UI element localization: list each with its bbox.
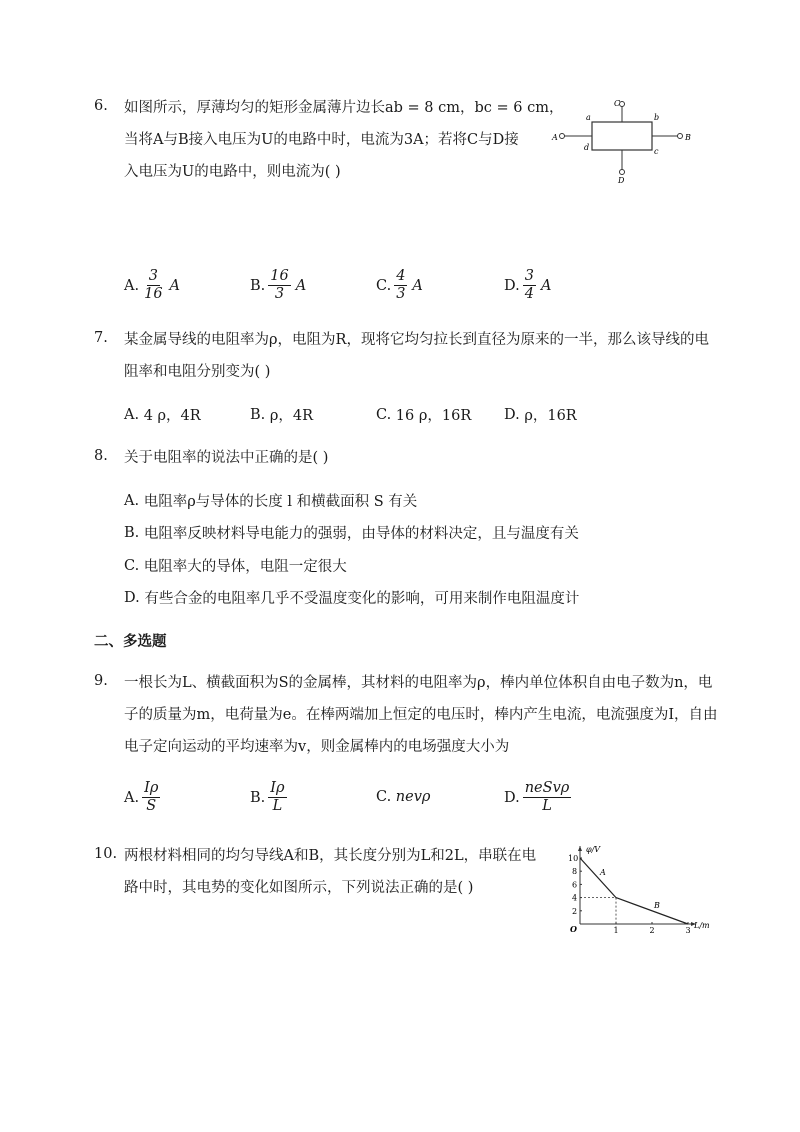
- q9-option-c[interactable]: C. nevρ: [376, 789, 431, 805]
- q6-stem-line1: 如图所示，厚薄均匀的矩形金属薄片边长ab = 8 cm，bc = 6 cm，: [124, 100, 564, 116]
- q7-stem-line1: 某金属导线的电阻率为ρ，电阻为R，现将它均匀拉长到直径为原来的一半，那么该导线的电: [124, 332, 709, 348]
- q8-option-c[interactable]: C. 电阻率大的导体，电阻一定很大: [124, 557, 347, 575]
- q9-stem-line3: 电子定向运动的平均速率为v，则金属棒内的电场强度大小为: [124, 739, 510, 755]
- q8-option-b[interactable]: B. 电阻率反映材料导电能力的强弱，由导体的材料决定，且与温度有关: [124, 524, 579, 542]
- q9-number: 9.: [94, 673, 108, 689]
- x-tick-label: 3: [685, 926, 691, 935]
- q10-stem-line1: 两根材料相同的均匀导线A和B，其长度分别为L和2L，串联在电: [124, 848, 537, 864]
- q6-stem-line2: 当将A与B接入电压为U的电路中时，电流为3A；若将C与D接: [124, 132, 519, 148]
- y-tick-label: 10: [568, 854, 579, 863]
- q9-option-b[interactable]: B. $\frac{I\rho}{L}$: [250, 780, 285, 814]
- q9-option-a[interactable]: A. $\frac{I\rho}{S}$: [124, 780, 159, 814]
- q6-option-a[interactable]: A. $\frac{3}{16}$ A: [124, 268, 181, 302]
- q7-option-a[interactable]: A. 4 ρ，4R: [124, 406, 201, 424]
- q9-option-d[interactable]: D. $\frac{\text{neSvρ}}{L}$: [504, 780, 570, 814]
- label-b: b: [654, 113, 660, 122]
- section-title-multiple-choice: 二、多选题: [94, 633, 167, 650]
- q10-number: 10.: [94, 846, 118, 862]
- q7-stem-line2: 阻率和电阻分别变为( ): [124, 364, 271, 380]
- q6-stem-line3: 入电压为U的电路中，则电流为( ): [124, 164, 341, 180]
- q10-potential-chart: [558, 838, 708, 938]
- series-line-A: [580, 858, 616, 898]
- q7-option-b[interactable]: B. ρ，4R: [250, 406, 314, 424]
- q8-option-a[interactable]: A. 电阻率ρ与导体的长度 l 和横截面积 S 有关: [124, 492, 418, 510]
- q8-number: 8.: [94, 448, 108, 464]
- y-tick-label: 6: [572, 880, 578, 890]
- q9-stem-line1: 一根长为L、横截面积为S的金属棒，其材料的电阻率为ρ，棒内单位体积自由电子数为n，电: [124, 675, 713, 691]
- label-C: C: [614, 99, 621, 108]
- q7-option-d[interactable]: D. ρ，16R: [504, 406, 577, 424]
- label-a: a: [586, 113, 591, 122]
- y-axis-label: φ/V: [586, 845, 601, 854]
- q8-option-d[interactable]: D. 有些合金的电阻率几乎不受温度变化的影响，可用来制作电阻温度计: [124, 589, 580, 607]
- label-D: D: [618, 176, 625, 185]
- q7-number: 7.: [94, 330, 108, 346]
- x-axis-label: L/m: [694, 921, 710, 930]
- x-tick-label: 2: [649, 926, 655, 935]
- label-d: d: [584, 143, 590, 152]
- q6-number: 6.: [94, 98, 108, 114]
- y-tick-label: 4: [572, 893, 578, 903]
- q10-stem-line2: 路中时，其电势的变化如图所示，下列说法正确的是( ): [124, 880, 474, 896]
- q6-figure: [552, 98, 692, 184]
- label-B: B: [685, 133, 691, 142]
- q6-plate: [592, 122, 652, 150]
- y-axis-arrow: [578, 846, 582, 851]
- origin-label: O: [570, 924, 577, 934]
- label-c: c: [654, 147, 659, 156]
- q6-option-d[interactable]: D. $\frac{3}{4}$ A: [504, 268, 552, 302]
- q7-option-c[interactable]: C. 16 ρ，16R: [376, 406, 472, 424]
- y-tick-label: 8: [572, 867, 578, 877]
- q9-stem-line2: 子的质量为m，电荷量为e。在棒两端加上恒定的电压时，棒内产生电流，电流强度为I，自由: [124, 707, 718, 723]
- series-label-B: B: [654, 900, 660, 910]
- q8-stem-line1: 关于电阻率的说法中正确的是( ): [124, 450, 329, 466]
- y-tick-label: 2: [572, 906, 578, 916]
- q6-option-c[interactable]: C. $\frac{4}{3}$ A: [376, 268, 423, 302]
- x-tick-label: 1: [613, 926, 619, 935]
- label-A: A: [552, 133, 558, 142]
- series-label-A: A: [600, 867, 606, 877]
- series-line-B: [616, 898, 688, 924]
- q6-option-b[interactable]: B. $\frac{16}{3}$ A: [250, 268, 307, 302]
